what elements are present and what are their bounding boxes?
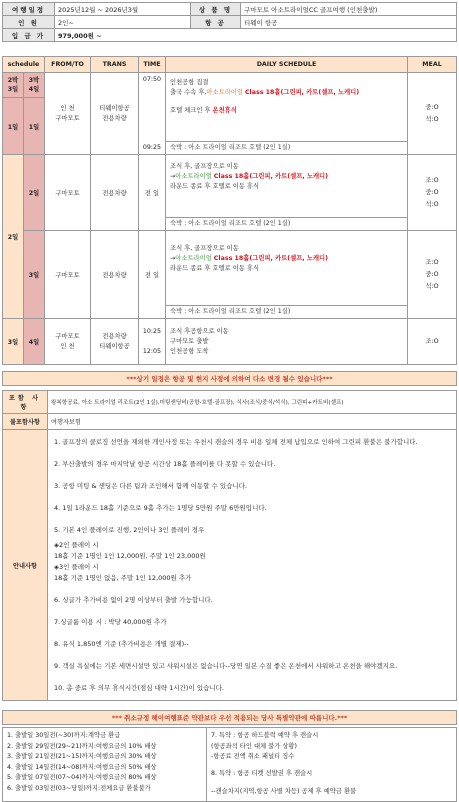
- people-label: 인 원: [3, 16, 55, 29]
- day2-from-to: 구마모토: [45, 155, 91, 231]
- guide-label: 안내사항: [3, 430, 48, 701]
- guide-item: 10. 총 중료 후 의무 휴식시간(점심 대략 1시간)이 있습니다.: [54, 684, 224, 692]
- day4-plan-4d: 4일: [24, 319, 45, 365]
- list-item: 3. 출발일 21일전(21~15)까지:여행요금의 30% 배상: [7, 753, 157, 760]
- day2-schedule: [166, 155, 408, 231]
- guide-item: 3. 공항 미팅 & 샌딩은 다른 팀과 조인해서 함께 이동할 수 있습니다.: [54, 482, 248, 490]
- table-row: [3, 231, 457, 319]
- list-item: 7. 특약 : 항공 하드블럭 예약 후 캔슬시: [211, 732, 319, 739]
- day1-schedule: [166, 73, 408, 155]
- day4-from-to: 구마모토 인 천: [45, 319, 91, 365]
- day2-trans: 전용차량: [91, 155, 139, 231]
- table-row: [3, 430, 457, 701]
- day1-time-depart: 07:50: [142, 76, 162, 83]
- table-row: [3, 728, 457, 802]
- list-item: -항공료 전액 취소 패널티 징수: [211, 753, 295, 760]
- day1-plan-4d: 1일: [24, 98, 45, 155]
- col-daily-schedule: DAILY SCHEDULE: [166, 57, 408, 73]
- day1-time: [139, 73, 166, 155]
- guide-item: 4. 1일 1라운드 18홀 기준으로 9홀 추가는 1명당 5만원 주말 6만원입니다.: [54, 504, 267, 512]
- airline-value: 티웨이 항공: [241, 16, 457, 29]
- guide-item: 8. 유식 1,850엔 기준 (추가비용은 개별 결제)--: [54, 640, 189, 648]
- table-row: [3, 73, 457, 98]
- day2-line3: 라운드 종료 후 호텔로 이동 휴식: [170, 183, 260, 190]
- table-row: [3, 414, 457, 430]
- day3-line1: 조식 후, 골프장으로 이동: [170, 245, 239, 252]
- header-table: [2, 2, 457, 42]
- guide-item: 5. 기본 4인 플레이로 진행, 2인이나 3인 플레이 경우: [54, 526, 205, 534]
- day1-line2: 출국 수속 후,아소트라이얼 Class 18홀(그린피, 카트(셀프, 노캐디): [170, 89, 360, 96]
- table-row: [3, 155, 457, 231]
- table-row: [3, 391, 457, 414]
- day4-trans: 전용차량 티웨이항공: [91, 319, 139, 365]
- col-schedule: schedule: [3, 57, 45, 73]
- product-value: 구마모토 아소트라이얼CC 골프여행 (인천출발): [241, 3, 457, 16]
- info-table: [2, 390, 457, 701]
- table-row: [3, 319, 457, 365]
- day3-meal: 조:O 중:O 석:O: [408, 231, 457, 319]
- list-item: 4. 출발일 14일전(14~08)까지:여행요금의 50% 배상: [7, 763, 157, 771]
- cancel-policy-title: *** 취소규정 헤이여행표준 약관보다 우선 적용되는 당사 특별약관에 따릅니다.***: [2, 710, 457, 725]
- price-label: 입 금 가: [3, 29, 55, 42]
- day3-hotel: 숙박 : 아소 트라이얼 리조트 호텔 (2인 1실): [170, 308, 291, 315]
- day4-plan-3d: 3일: [3, 319, 24, 365]
- airline-label: 항 공: [191, 16, 241, 29]
- list-item: (항공좌석 타인 대체 불가 상황): [211, 742, 297, 750]
- include-value: 왕복항공료, 아소 트라이얼 리조트(2인 1실),미팅샌딩비(공항-호텔-골프장), 식사(조식/중식/석식), 그린피+카트비(셀프): [48, 391, 457, 414]
- spacer: [211, 779, 452, 787]
- day4-schedule: [166, 319, 408, 365]
- itinerary-document: [2, 2, 457, 802]
- plan-3d-label: 2박 3일: [3, 73, 24, 98]
- cancel-left: [3, 728, 207, 802]
- guide-body: [48, 430, 457, 701]
- day2-hotel: 숙박 : 아소 트라이얼 리조트 호텔 (2인 1실): [170, 220, 291, 227]
- cancel-right: [207, 728, 457, 802]
- list-item: 6. 출발일 03일전(03~당일)까지:전체요금 환불불가: [7, 784, 151, 792]
- cancel-policy-table: [2, 727, 457, 802]
- day1-line3: 호텔 체크인 후 온천휴식: [170, 107, 237, 114]
- day2-plan-4d: 2일: [24, 155, 45, 231]
- day1-hotel: 숙박 : 아소 트라이얼 리조트 호텔 (2인 1실): [170, 144, 291, 151]
- day2-line2: →아소트라이얼 Class 18홀(그린피, 카트(셀프, 노캐디): [170, 173, 329, 180]
- include-label: 포함 사항: [3, 391, 48, 414]
- day3-line2: →아소트라이얼 Class 18홀(그린피, 카트(셀프, 노캐디): [170, 255, 329, 262]
- day4-time-depart: 10:25: [142, 327, 162, 335]
- people-value: 2인~: [55, 16, 191, 29]
- day1-time-arrive: 09:25: [142, 144, 162, 151]
- col-time: TIME: [139, 57, 166, 73]
- day4-time: [139, 319, 166, 365]
- travel-period-label: 여행일정: [3, 3, 55, 16]
- guide-item: 9. 객실 욕실에는 기본 세면시설만 있고 샤워시설은 없습니다--당연 일본 수질 좋은 온천에서 샤워하고 온천을 해야겠지요.: [54, 662, 398, 670]
- day2-line1: 조식 후, 골프장으로 이동: [170, 163, 239, 170]
- day3-plan-4d: 3일: [24, 231, 45, 319]
- day2-group-label: 2일: [3, 155, 24, 319]
- day1-line1: 인천공항 집결: [170, 79, 209, 86]
- day4-meal: 조:O: [408, 319, 457, 365]
- list-item: 5. 출발일 07일전(07~04)까지:여행요금의 80% 배상: [7, 774, 157, 781]
- list-item: 8. 특약 : 항공 티켓 선발권 후 캔슬시: [211, 769, 313, 777]
- day1-from-to: 인 천 구마모토: [45, 73, 91, 155]
- guide-item: ◈2인 플레이 시 18홀 기준 1명인 1인 12,000원, 주말 1인 23,000원 ◈3인 플레이 시 18홀 기준 1명인 없음, 주말 1인 12,000원 추가: [54, 541, 206, 582]
- day1-meal: 중:O 석:O: [408, 73, 457, 155]
- exclude-label: 불포함사항: [3, 414, 48, 430]
- col-trans: TRANS: [91, 57, 139, 73]
- day4-line2: 구마모토 출발: [170, 337, 209, 345]
- day4-line3: 인천공항 도착: [170, 347, 209, 355]
- day1-trans: 티웨이항공 전용차량: [91, 73, 139, 155]
- day4-time-arrive: 12:05: [142, 347, 162, 355]
- list-item: 1. 출발일 30일전(~30)까지:계약금 환급: [7, 732, 121, 739]
- day3-trans: 전용차량: [91, 231, 139, 319]
- day3-time: 전 일: [139, 231, 166, 319]
- product-label: 상 품 명: [191, 3, 241, 16]
- guide-item: 7.싱글룸 이용 시 : 박당 40,000원 추가: [54, 618, 167, 626]
- travel-period-value: 2025년12월 ~ 2026년3월: [55, 3, 191, 16]
- day2-meal: 조:O 중:O 석:O: [408, 155, 457, 231]
- day4-line1: 조식 후공항으로 이동: [170, 327, 229, 335]
- price-value: 979,000원 ~: [55, 29, 457, 42]
- col-from-to: FROM/TO: [45, 57, 91, 73]
- schedule-change-notice: ***상기 일정은 항공 및 현지 사정에 의하여 다소 변경 될수 있습니다***: [2, 371, 457, 386]
- day2-time: 전 일: [139, 155, 166, 231]
- exclude-value: 여행자보험: [48, 414, 457, 430]
- day3-line3: 라운드 종료 후 호텔로 이동 휴식: [170, 265, 260, 272]
- guide-item: 1. 골프장의 클로징 선언을 제외한 개인사정 또는 우천시 캔슬의 경우 비용 일체 전체 납입으로 인하여 그린피 환불은 불가합니다.: [54, 438, 418, 446]
- plan-4d-label: 3박 4일: [24, 73, 45, 98]
- day3-schedule: [166, 231, 408, 319]
- col-meal: MEAL: [408, 57, 457, 73]
- schedule-table: [2, 56, 457, 365]
- day1-plan-3d: 1일: [3, 98, 24, 155]
- list-item: --캔슬차지(지역,항공 사별 차등) 공제 후 예약금 환불: [211, 788, 357, 795]
- guide-item: 2. 부산출발의 경우 마지막날 항공 시간상 18홀 플레이를 다 못할 수 있습니다.: [54, 460, 276, 468]
- guide-item: 6. 싱글가 추가비용 없이 2명 이상부터 출발 가능합니다.: [54, 596, 213, 604]
- schedule-header-row: [3, 57, 457, 73]
- day3-from-to: 구마모토: [45, 231, 91, 319]
- list-item: 2. 출발일 29일전(29~21)까지:여행요금의 10% 배상: [7, 742, 157, 750]
